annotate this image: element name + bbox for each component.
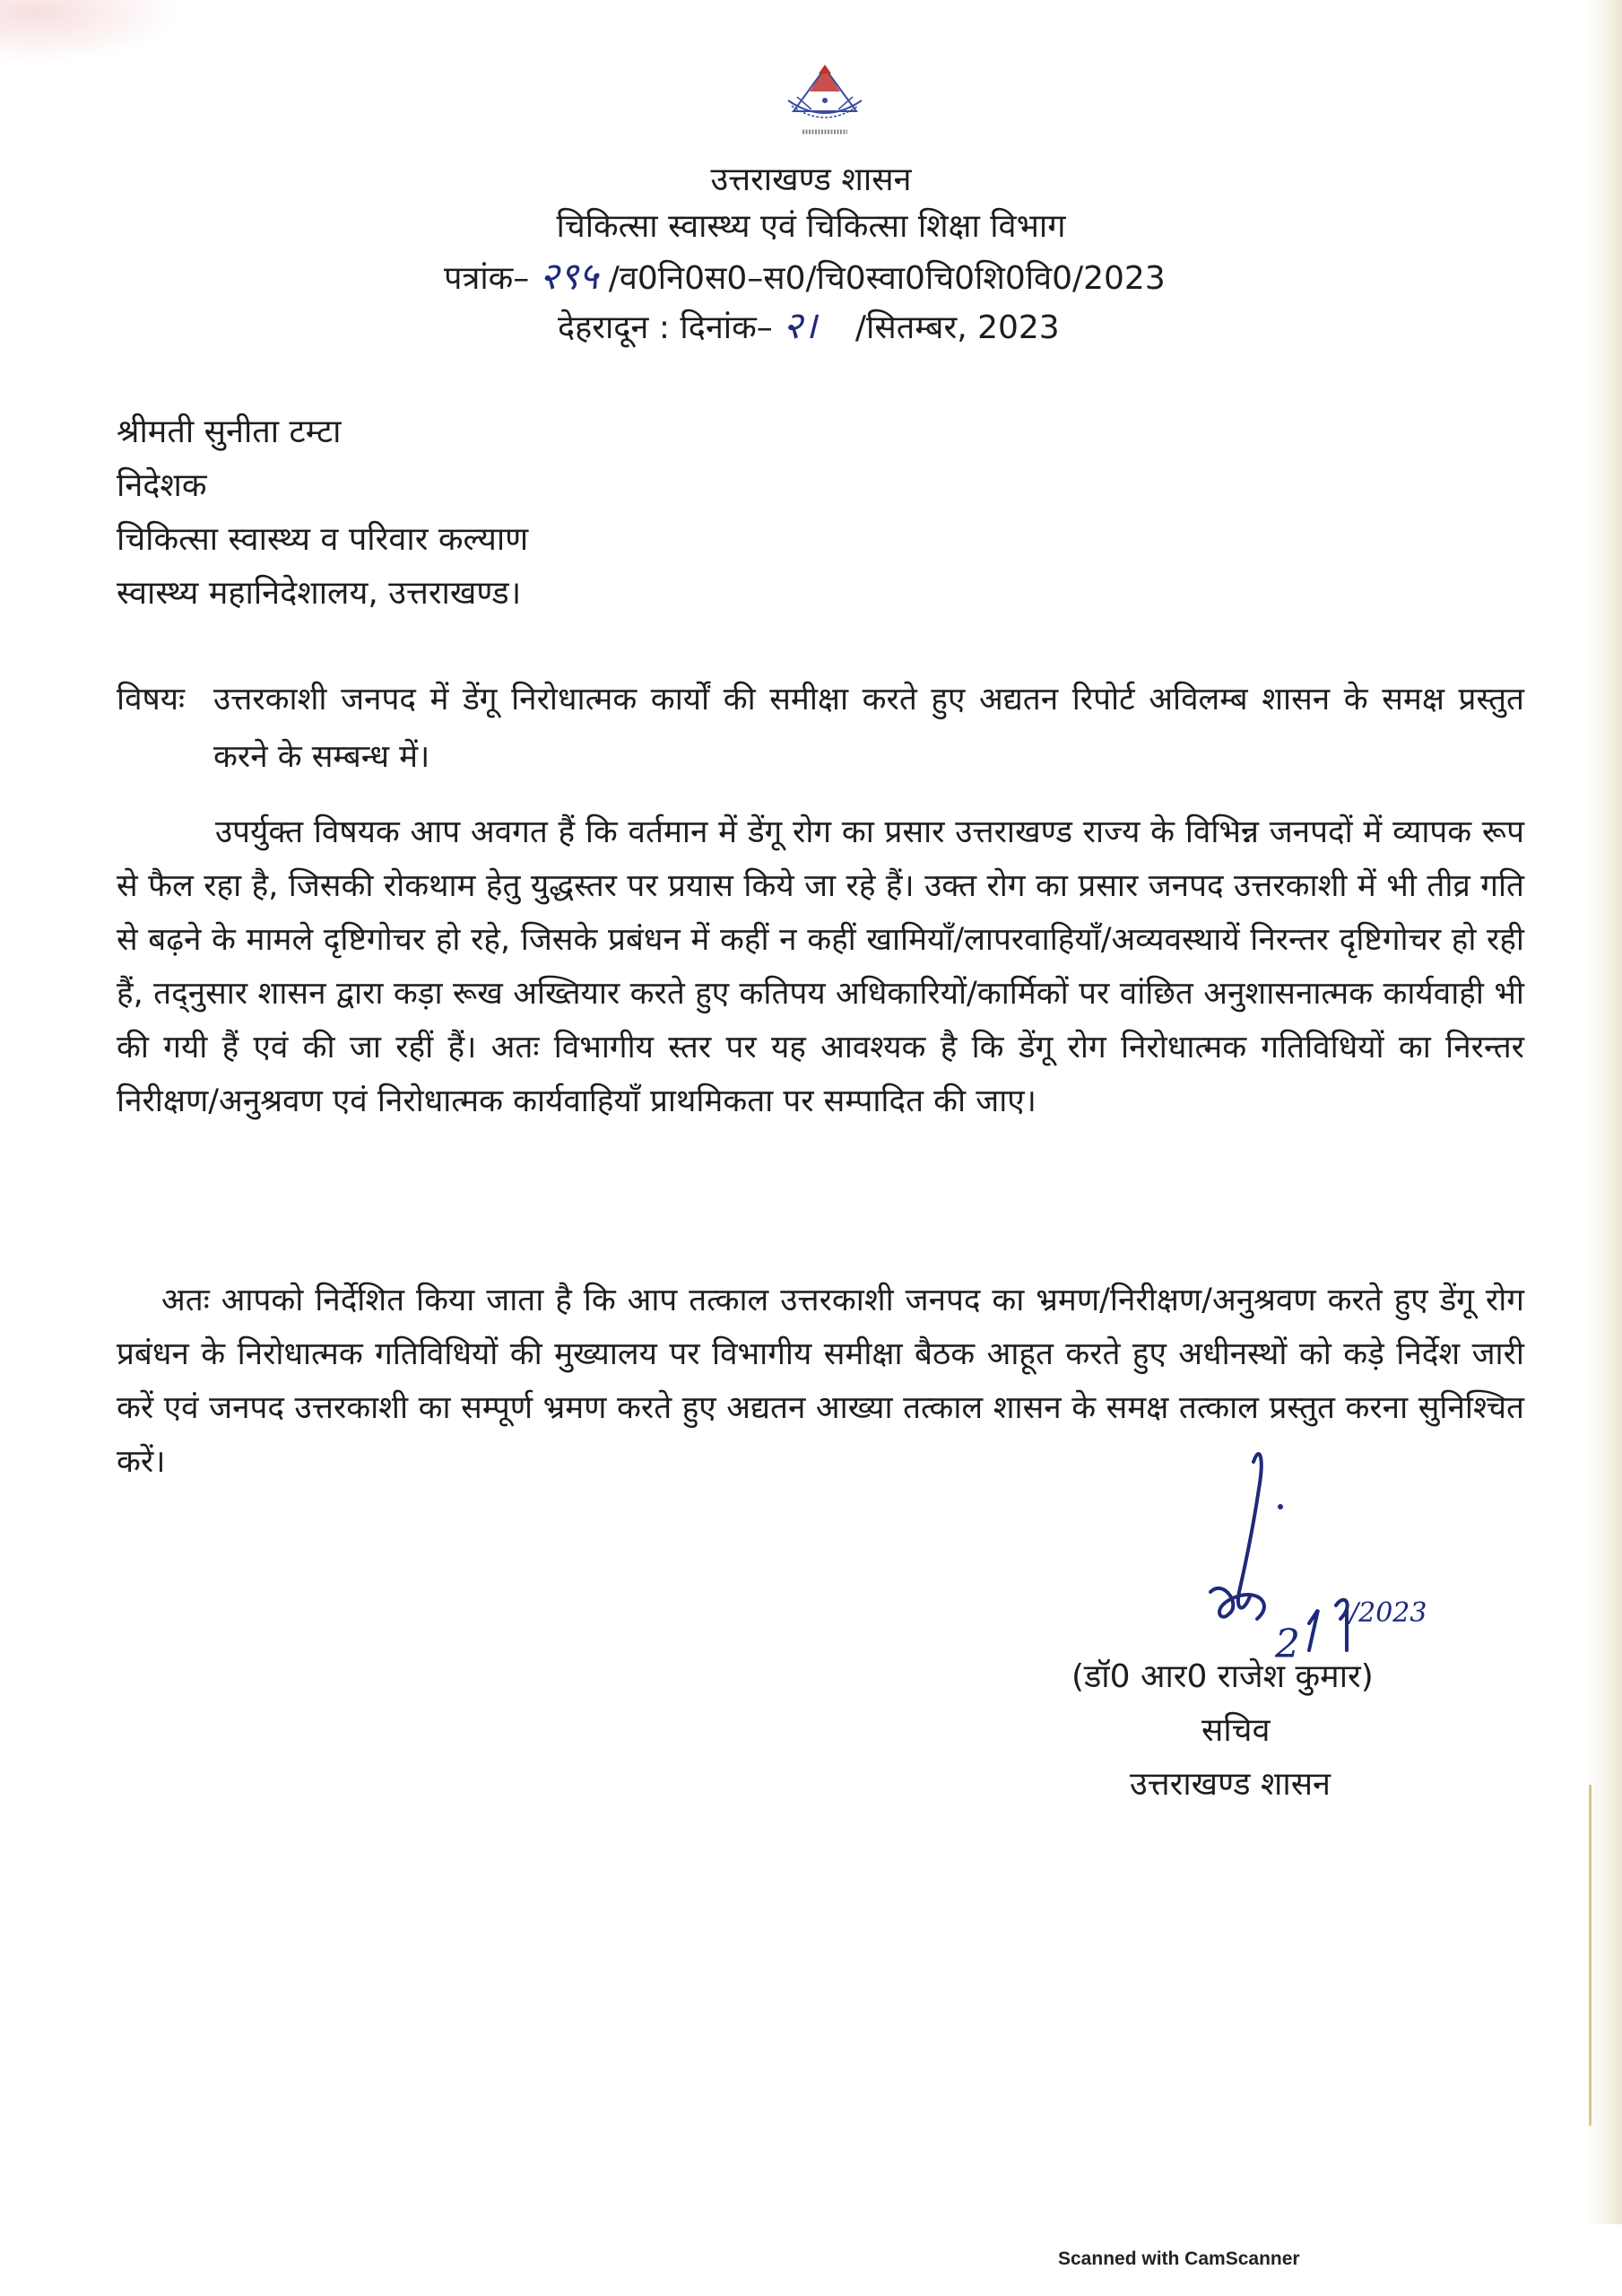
body-paragraph-2-text: अतः आपको निर्देशित किया जाता है कि आप तत्काल उत्तरकाशी जनपद का भ्रमण/निरीक्षण/अनुश्रवण करते हुए डेंगू रोग प्रबंधन के निरोधात्मक गतिविधियों की मुख्यालय पर विभागीय समीक्षा बैठक आहूत करते हुए अधीनस्थों को कड़े निर्देश जारी करें एवं जनपद उत्तरकाशी का सम्पूर्ण भ्रमण करते हुए अद्यतन आख्या तत्काल शासन के समक्ष तत्काल प्रस्तुत करना सुनिश्चित करें। <box>117 1283 1524 1480</box>
date-handwritten: २। <box>783 303 818 347</box>
signature-date-day: 2 <box>1275 1622 1300 1667</box>
place-date <box>558 299 1060 350</box>
signature-date-year: /2023 <box>1349 1597 1427 1629</box>
signatory-office: उत्तराखण्ड शासन <box>1130 1766 1331 1803</box>
letter-number-label: पत्रांक– <box>444 260 530 297</box>
addressee-designation: निदेशक <box>117 467 207 504</box>
scan-edge-mark <box>1589 1785 1592 2126</box>
scanner-watermark: Scanned with CamScanner <box>1058 2248 1300 2269</box>
letter-number-rest: /व0नि0स0–स0/चि0स्वा0चि0शि0वि0/2023 <box>608 260 1166 297</box>
scan-edge-shadow <box>1587 0 1622 2224</box>
uttarakhand-emblem-logo <box>776 56 874 136</box>
subject-block <box>117 671 1524 786</box>
subject-text: उत्तरकाशी जनपद में डेंगू निरोधात्मक कार्यों की समीक्षा करते हुए अद्यतन रिपोर्ट अविलम्ब शासन के समक्ष प्रस्तुत करने के सम्बन्ध में। <box>213 682 1524 775</box>
handwritten-signature <box>1175 1435 1427 1677</box>
subject-label: विषयः <box>117 682 186 718</box>
addressee-office: स्वास्थ्य महानिदेशालय, उत्तराखण्ड। <box>117 575 522 612</box>
scan-smudge <box>0 0 179 63</box>
department-title: चिकित्सा स्वास्थ्य एवं चिकित्सा शिक्षा विभाग <box>556 208 1066 245</box>
addressee-department: चिकित्सा स्वास्थ्य व परिवार कल्याण <box>117 521 529 558</box>
letter-number <box>444 249 1166 300</box>
signatory-name: (डॉ0 आर0 राजेश कुमार) <box>1071 1658 1374 1695</box>
government-title: उत्तराखण्ड शासन <box>710 161 912 198</box>
date-rest: /सितम्बर, 2023 <box>854 309 1060 346</box>
letter-number-handwritten: २९५ <box>539 254 599 298</box>
addressee-name: श्रीमती सुनीता टम्टा <box>117 413 342 450</box>
body-paragraph-1 <box>117 805 1524 1128</box>
place-date-label: देहरादून : दिनांक– <box>558 309 773 346</box>
body-paragraph-1-text: उपर्युक्त विषयक आप अवगत हैं कि वर्तमान में डेंगू रोग का प्रसार उत्तराखण्ड राज्य के विभिन्न जनपदों में व्यापक रूप से फैल रहा है, जिसकी रोकथाम हेतु युद्धस्तर पर प्रयास किये जा रहे हैं। उक्त रोग का प्रसार जनपद उत्तरकाशी में भी तीव्र गति से बढ़ने के मामले दृष्टिगोचर हो रहे, जिसके प्रबंधन में कहीं न कहीं खामियाँ/लापरवाहियाँ/अव्यवस्थायें निरन्तर दृष्टिगोचर हो रही हैं, तद्नुसार शासन द्वारा कड़ा रूख अख्तियार करते हुए कतिपय अधिकारियों/कार्मिकों पर वांछित अनुशासनात्मक कार्यवाही भी की गयी हैं एवं की जा रहीं हैं। अतः विभागीय स्तर पर यह आवश्यक है कि डेंगू रोग निरोधात्मक गतिविधियों का निरन्तर निरीक्षण/अनुश्रवण एवं निरोधात्मक कार्यवाहियाँ प्राथमिकता पर सम्पादित की जाए। <box>117 814 1524 1119</box>
signatory-designation: सचिव <box>1201 1712 1271 1749</box>
